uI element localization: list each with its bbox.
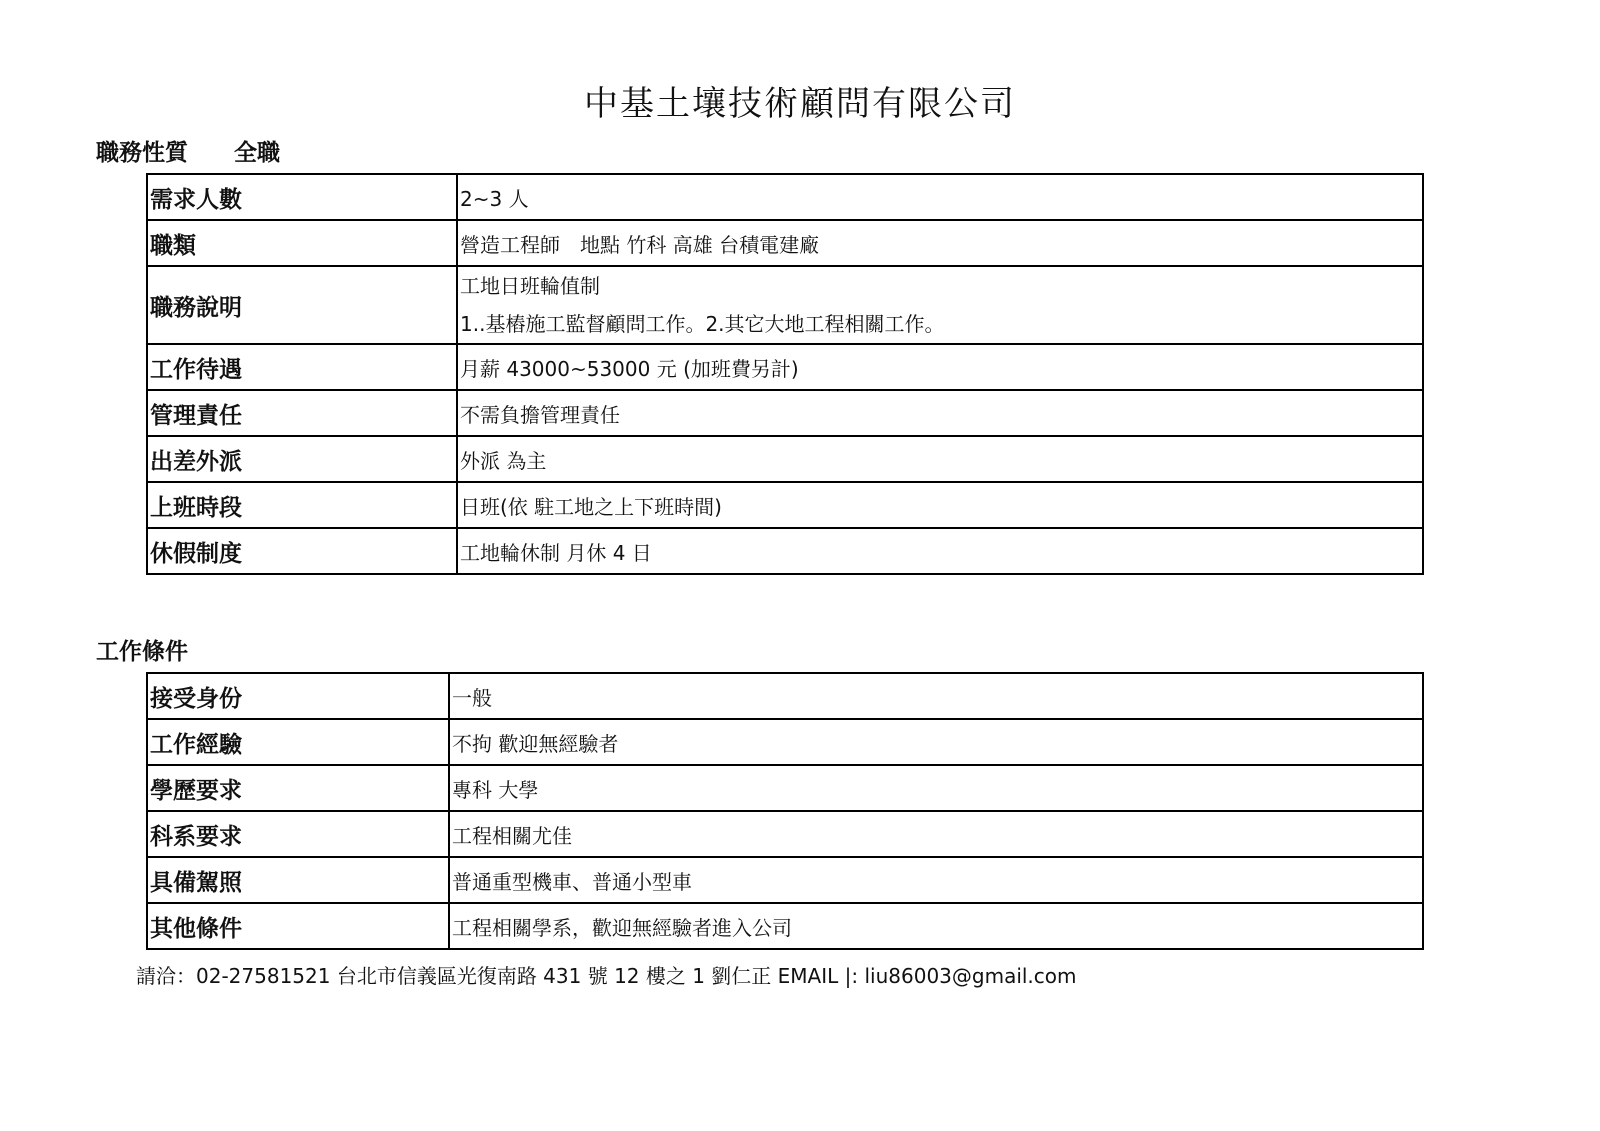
job-nature-heading [96, 134, 280, 167]
row-label: 出差外派 [147, 436, 457, 482]
conditions-heading: 工作條件 [96, 639, 188, 665]
row-value: 工程相關學系，歡迎無經驗者進入公司 [449, 903, 1423, 949]
table-row [147, 390, 1423, 436]
row-label: 休假制度 [147, 528, 457, 574]
table-row [147, 719, 1423, 765]
description-line: 工地日班輪值制 [460, 274, 600, 298]
row-value: 一般 [449, 673, 1423, 719]
row-value: 2~3 人 [457, 174, 1423, 220]
row-label: 工作待遇 [147, 344, 457, 390]
table-row [147, 344, 1423, 390]
table-row [147, 266, 1423, 344]
row-label: 上班時段 [147, 482, 457, 528]
row-label: 職務說明 [147, 266, 457, 344]
table-row [147, 903, 1423, 949]
description-line: 1..基樁施工監督顧問工作。2.其它大地工程相關工作。 [460, 312, 945, 336]
job-nature-label: 職務性質 [96, 140, 188, 166]
row-value: 外派 為主 [457, 436, 1423, 482]
row-value: 不需負擔管理責任 [457, 390, 1423, 436]
row-label: 工作經驗 [147, 719, 449, 765]
row-label: 科系要求 [147, 811, 449, 857]
row-value: 月薪 43000~53000 元 (加班費另計) [457, 344, 1423, 390]
row-label: 需求人數 [147, 174, 457, 220]
table-row [147, 857, 1423, 903]
table-row [147, 811, 1423, 857]
contact-info: 請洽：02-27581521 台北市信義區光復南路 431 號 12 樓之 1 劉仁正 EMAIL |: liu86003@gmail.com [136, 964, 1077, 988]
row-label: 其他條件 [147, 903, 449, 949]
row-value: 營造工程師 地點 竹科 高雄 台積電建廠 [457, 220, 1423, 266]
company-title: 中基土壤技術顧問有限公司 [584, 84, 1016, 124]
row-label: 管理責任 [147, 390, 457, 436]
table-row [147, 673, 1423, 719]
table-row [147, 765, 1423, 811]
table-row [147, 174, 1423, 220]
row-label: 職類 [147, 220, 457, 266]
row-value [457, 266, 1423, 344]
row-value: 工程相關尤佳 [449, 811, 1423, 857]
table-row [147, 482, 1423, 528]
row-value: 日班(依 駐工地之上下班時間) [457, 482, 1423, 528]
row-value: 普通重型機車、普通小型車 [449, 857, 1423, 903]
table-row [147, 436, 1423, 482]
row-value: 工地輪休制 月休 4 日 [457, 528, 1423, 574]
conditions-table [146, 672, 1424, 950]
job-nature-value: 全職 [234, 140, 280, 166]
row-value: 專科 大學 [449, 765, 1423, 811]
row-label: 學歷要求 [147, 765, 449, 811]
table-row [147, 220, 1423, 266]
row-label: 接受身份 [147, 673, 449, 719]
table-row [147, 528, 1423, 574]
row-value: 不拘 歡迎無經驗者 [449, 719, 1423, 765]
job-details-table [146, 173, 1424, 575]
row-label: 具備駕照 [147, 857, 449, 903]
